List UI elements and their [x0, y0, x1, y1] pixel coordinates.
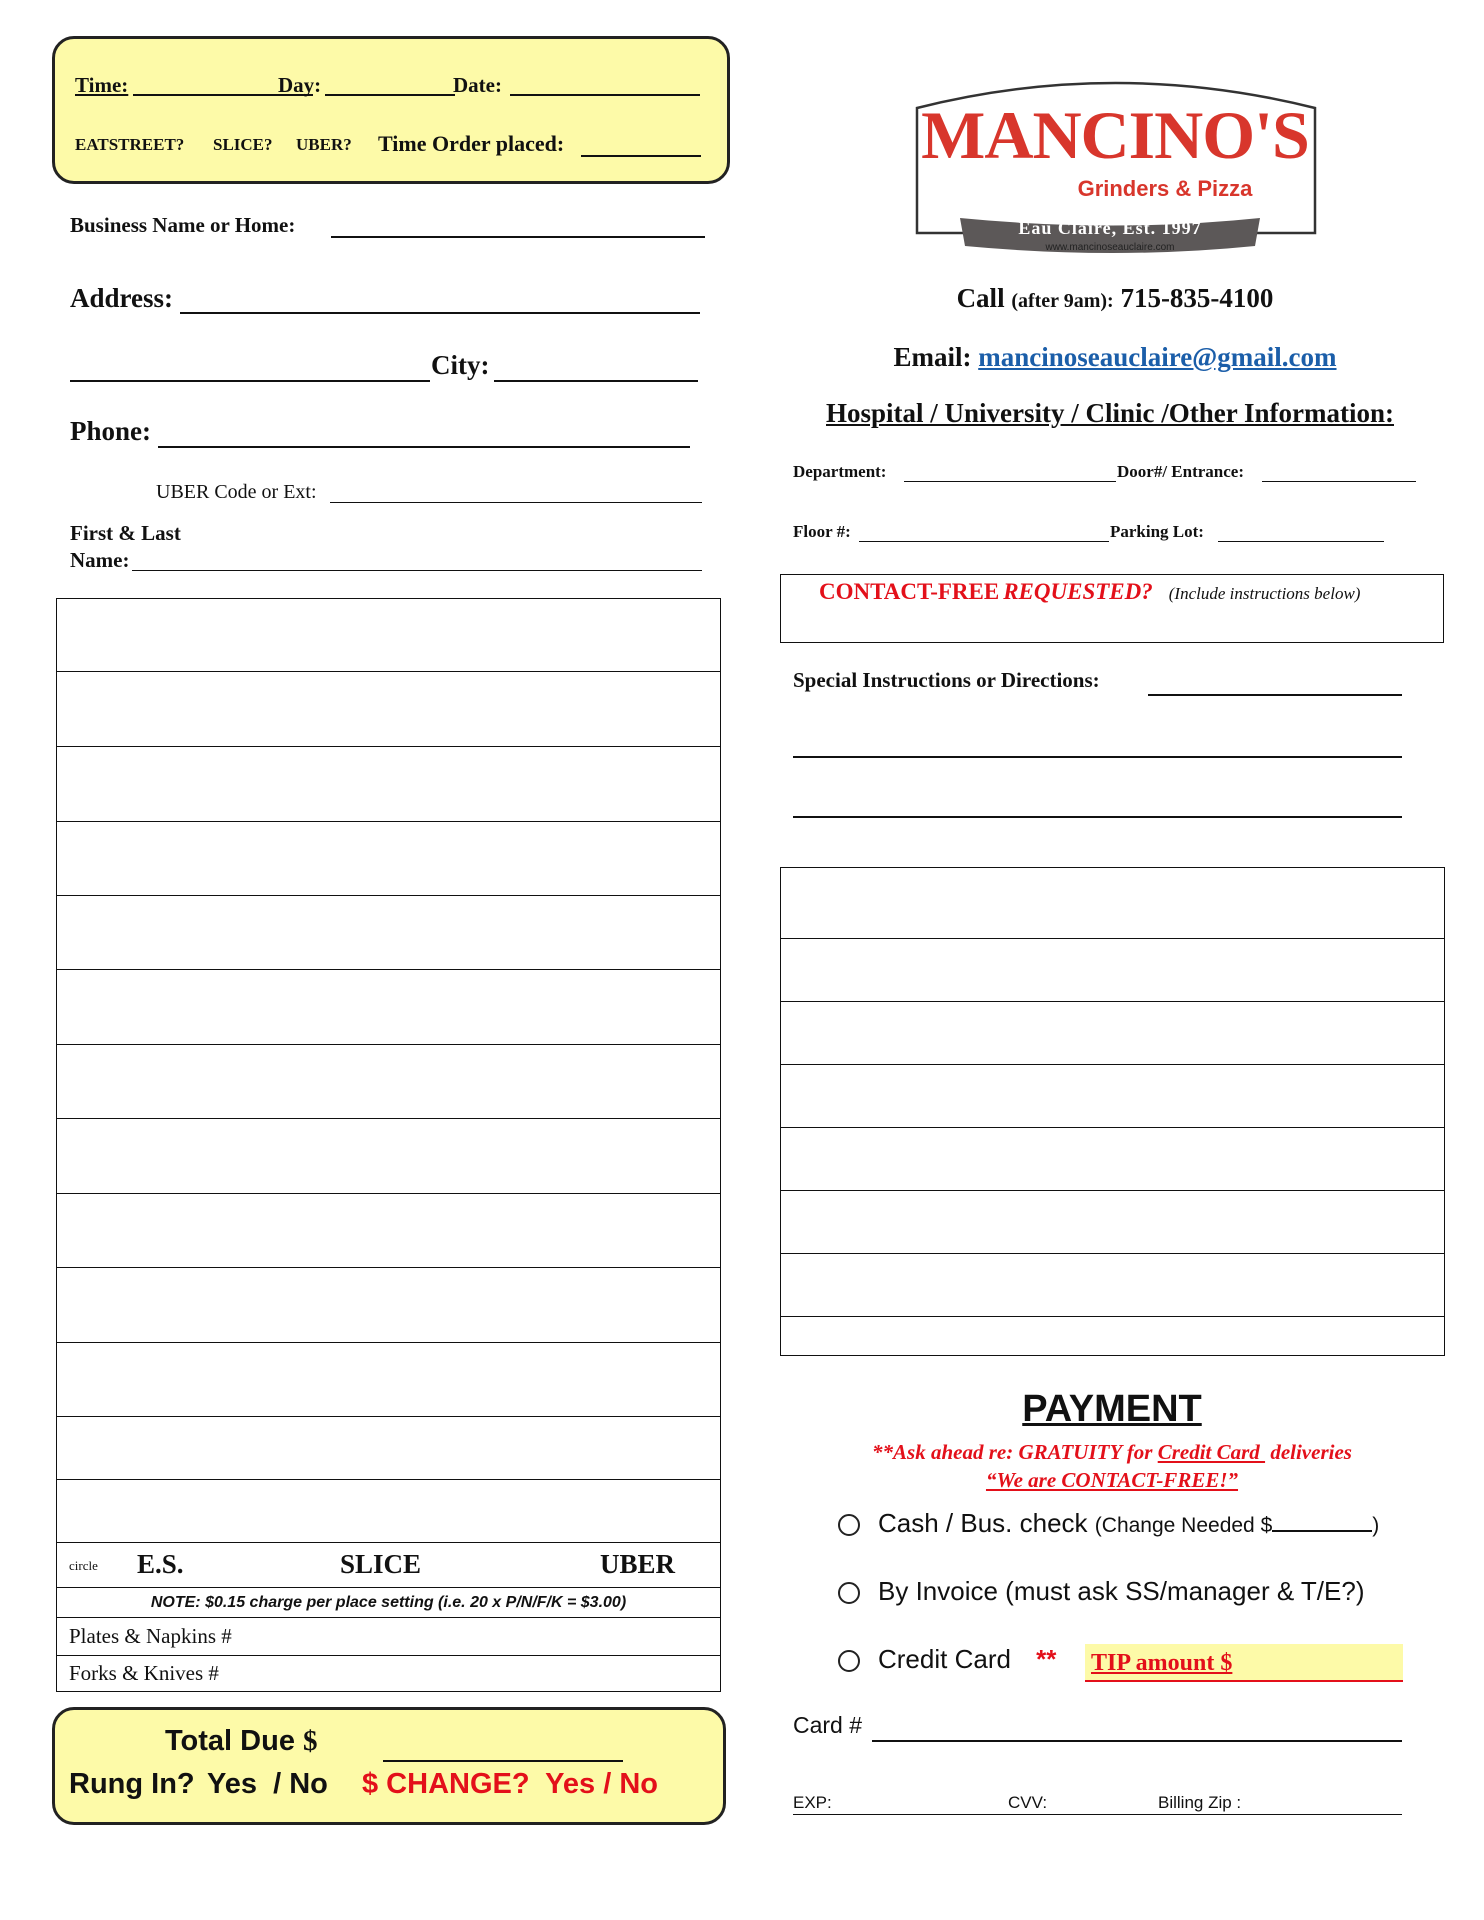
cash-label: Cash / Bus. check [878, 1508, 1088, 1538]
forks-label: Forks & Knives # [69, 1661, 219, 1685]
notes-row[interactable] [781, 1317, 1444, 1354]
email-label: Email: [893, 342, 972, 372]
time-label: Time: [75, 73, 129, 97]
exp-label: EXP: [793, 1793, 832, 1812]
order-header-box [52, 36, 730, 184]
gratuity-suffix: deliveries [1265, 1440, 1352, 1464]
tip-stars: ** [1036, 1644, 1057, 1674]
call-line [790, 283, 1440, 314]
gratuity-prefix: **Ask ahead re: GRATUITY for [872, 1440, 1153, 1464]
order-item-row[interactable] [57, 672, 720, 747]
address-label: Address: [70, 283, 174, 313]
call-note: (after 9am): [1011, 290, 1114, 312]
name-label: Name: [70, 548, 130, 572]
uber-code-field[interactable] [330, 502, 702, 503]
rung-in-label: Rung In? [69, 1768, 195, 1800]
email-line [790, 342, 1440, 373]
address-field[interactable] [180, 312, 700, 314]
change-needed-close: ) [1372, 1514, 1380, 1537]
parking-label: Parking Lot: [1110, 522, 1204, 541]
order-item-row[interactable] [57, 1343, 720, 1417]
floor-label: Floor #: [793, 522, 851, 541]
card-number-label: Card # [793, 1712, 863, 1738]
order-item-row[interactable] [57, 1480, 720, 1543]
order-items-table [56, 598, 721, 1692]
hospital-heading: Hospital / University / Clinic /Other Information: [826, 398, 1394, 428]
circle-label: circle [69, 1558, 98, 1573]
slice-option[interactable]: SLICE? [213, 135, 273, 154]
slice-table-option[interactable]: SLICE [340, 1549, 422, 1579]
rung-in-yes-no[interactable]: Yes / No [207, 1768, 328, 1800]
order-item-row[interactable] [57, 822, 720, 896]
notes-row[interactable] [781, 1254, 1444, 1317]
cvv-label: CVV: [1008, 1793, 1048, 1812]
logo-ribbon: Eau Claire, Est. 1997 [1018, 218, 1202, 238]
notes-row[interactable] [781, 939, 1444, 1002]
logo-website: www.mancinoseauclaire.com [1045, 242, 1175, 253]
door-field[interactable] [1262, 481, 1416, 482]
change-yes-no[interactable]: $ CHANGE? Yes / No [362, 1768, 658, 1800]
platform-row [57, 1543, 720, 1588]
total-due-field[interactable] [383, 1760, 623, 1762]
time-order-placed-label: Time Order placed: [378, 131, 565, 156]
payment-option-invoice[interactable] [838, 1576, 1364, 1607]
door-label: Door#/ Entrance: [1117, 462, 1245, 481]
change-needed-label: (Change Needed $ [1094, 1514, 1273, 1537]
order-item-row[interactable] [57, 1119, 720, 1194]
contact-free-box[interactable] [780, 574, 1444, 643]
logo-brand: MANCINO'S [921, 97, 1309, 173]
credit-card-label: Credit Card [878, 1644, 1011, 1674]
city-label: City: [431, 350, 490, 380]
special-instructions-label: Special Instructions or Directions: [793, 668, 1100, 692]
department-label: Department: [793, 462, 887, 481]
parking-field[interactable] [1218, 541, 1384, 542]
uber-option[interactable]: UBER? [296, 135, 352, 154]
es-option[interactable]: E.S. [137, 1549, 184, 1579]
special-instructions-line-1[interactable] [1148, 694, 1402, 696]
tip-amount-label: TIP amount $ [1091, 1650, 1233, 1676]
business-name-field[interactable] [331, 236, 705, 238]
order-item-row[interactable] [57, 970, 720, 1045]
card-number-field[interactable] [872, 1740, 1402, 1742]
department-field[interactable] [904, 481, 1116, 482]
eatstreet-option[interactable]: EATSTREET? [75, 135, 185, 154]
order-item-row[interactable] [57, 896, 720, 970]
gratuity-credit-card: Credit Card [1157, 1440, 1266, 1464]
notes-row[interactable] [781, 1065, 1444, 1128]
payment-option-credit-card[interactable] [838, 1644, 1056, 1675]
order-item-row[interactable] [57, 1194, 720, 1268]
uber-table-option[interactable]: UBER [600, 1549, 676, 1579]
notes-grid [780, 867, 1445, 1356]
notes-row[interactable] [781, 868, 1444, 939]
city-field[interactable] [494, 380, 698, 382]
phone-field[interactable] [158, 446, 690, 448]
first-last-label: First & Last [70, 521, 181, 545]
plates-label: Plates & Napkins # [69, 1624, 232, 1648]
order-item-row[interactable] [57, 1417, 720, 1480]
order-item-row[interactable] [57, 599, 720, 672]
payment-option-cash[interactable] [838, 1508, 1379, 1539]
contact-free-note: (Include instructions below) [1168, 584, 1361, 603]
change-needed-field[interactable] [1272, 1530, 1372, 1532]
order-item-row[interactable] [57, 747, 720, 822]
invoice-label: By Invoice (must ask SS/manager & T/E?) [878, 1576, 1365, 1606]
floor-field[interactable] [859, 541, 1109, 542]
cash-radio-icon[interactable] [838, 1514, 860, 1536]
total-due-box [52, 1707, 726, 1825]
uber-code-label: UBER Code or Ext: [156, 481, 317, 503]
notes-row[interactable] [781, 1191, 1444, 1254]
notes-row[interactable] [781, 1002, 1444, 1065]
phone-number: 715-835-4100 [1120, 283, 1274, 313]
tip-amount-field[interactable] [1085, 1644, 1403, 1682]
special-instructions-line-2[interactable] [793, 756, 1402, 758]
email-link[interactable]: mancinoseauclaire@gmail.com [978, 342, 1337, 372]
day-label: Day: [278, 73, 322, 97]
place-setting-note: NOTE: $0.15 charge per place setting (i.e. 20 x P/N/F/K = $3.00) [150, 1594, 627, 1611]
phone-label: Phone: [70, 416, 151, 446]
contact-free-prefix: CONTACT-FREE [819, 579, 1000, 604]
date-label: Date: [453, 73, 502, 97]
forks-row[interactable] [57, 1656, 720, 1692]
contact-free-slogan: “We are CONTACT-FREE!” [985, 1468, 1239, 1492]
billing-zip-label: Billing Zip : [1158, 1793, 1242, 1812]
gratuity-note [780, 1440, 1444, 1465]
name-field[interactable] [132, 570, 702, 571]
total-dollar-sign: $ [303, 1725, 318, 1757]
order-item-row[interactable] [57, 1045, 720, 1119]
business-name-label: Business Name or Home: [70, 213, 296, 237]
payment-heading: PAYMENT [1022, 1388, 1202, 1430]
address-line2-field[interactable] [70, 380, 430, 382]
contact-free-requested: REQUESTED? [1003, 579, 1153, 604]
note-row [57, 1588, 720, 1618]
call-label: Call [956, 283, 1005, 313]
invoice-radio-icon[interactable] [838, 1582, 860, 1604]
special-instructions-line-3[interactable] [793, 816, 1402, 818]
order-item-row[interactable] [57, 1268, 720, 1343]
exp-cvv-zip-field[interactable] [793, 1814, 1402, 1815]
credit-card-radio-icon[interactable] [838, 1650, 860, 1672]
notes-row[interactable] [781, 1128, 1444, 1191]
plates-row[interactable] [57, 1618, 720, 1656]
total-due-label: Total Due [165, 1725, 295, 1757]
logo-tagline: Grinders & Pizza [1077, 176, 1253, 201]
mancinos-logo [895, 68, 1335, 258]
